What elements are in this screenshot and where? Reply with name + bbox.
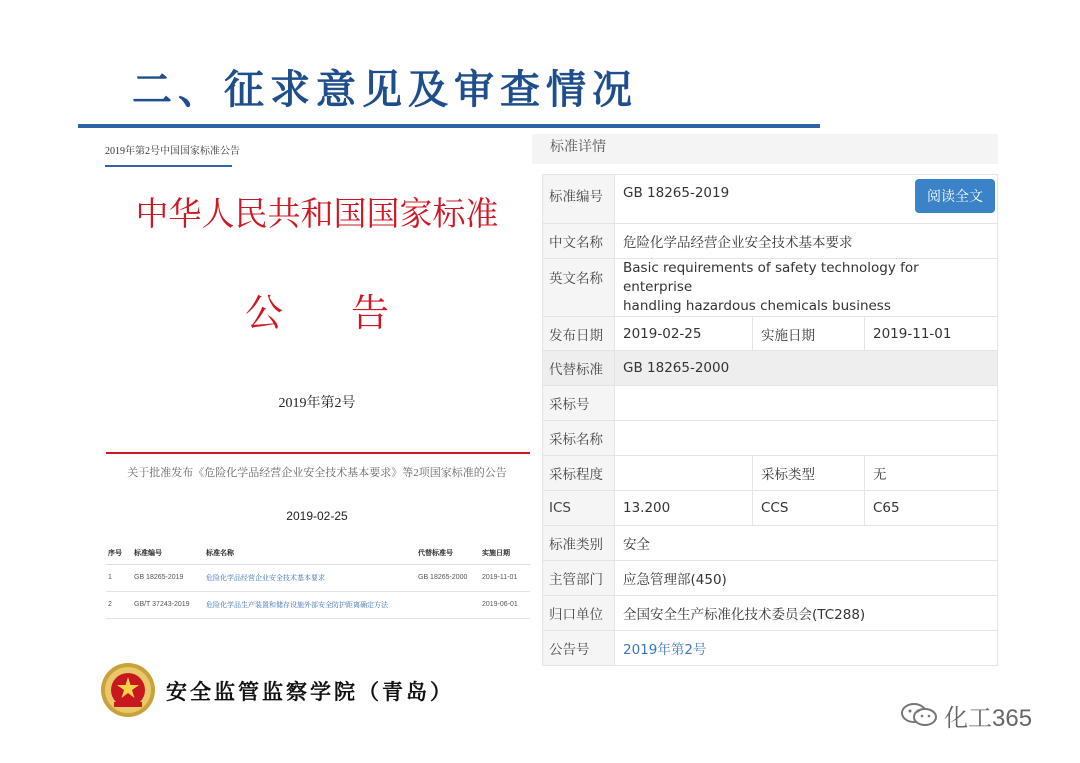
announcement-number: 2019年第2号 [278,396,356,411]
label-ccs: CCS [753,491,865,526]
value-adopt-level [615,456,753,491]
read-full-text-button[interactable]: 阅读全文 [915,179,995,213]
row-code: GB/T 37243-2019 [132,591,204,618]
announcement-subtitle: 公 告 [244,291,418,335]
value-ics: 13.200 [615,491,753,526]
detail-row-org [543,596,998,631]
detail-row-adopt-no [543,386,998,421]
label-adopt-name: 采标名称 [543,421,615,456]
announcement-title: 中华人民共和国国家标准 [135,194,499,233]
row-name-link[interactable]: 危险化学品生产装置和储存设施外部安全防护距离确定方法 [204,591,416,618]
col-header-code: 标准编号 [132,542,204,564]
detail-row-dates [543,317,998,351]
detail-row-adopt-name [543,421,998,456]
value-en-name [615,259,998,317]
detail-row-code [543,175,998,224]
detail-header: 标准详情 [532,134,998,164]
value-adopt-no [615,386,998,421]
label-cn-name: 中文名称 [543,224,615,259]
value-cn-name: 危险化学品经营企业安全技术基本要求 [615,224,998,259]
label-notice: 公告号 [543,631,615,666]
wechat-watermark [900,700,1032,730]
value-impl-date: 2019-11-01 [865,317,998,351]
label-category: 标准类别 [543,526,615,561]
value-dept: 应急管理部(450) [615,561,998,596]
value-notice-link[interactable]: 2019年第2号 [615,631,998,666]
title-rule [78,124,820,128]
wechat-icon [900,702,938,728]
table-row [106,591,530,618]
row-date: 2019-11-01 [480,564,530,591]
value-replaces: GB 18265-2000 [615,351,998,386]
row-code: GB 18265-2019 [132,564,204,591]
label-adopt-no: 采标号 [543,386,615,421]
row-replaces: GB 18265-2000 [416,564,480,591]
value-publish-date: 2019-02-25 [615,317,753,351]
row-date: 2019-06-01 [480,591,530,618]
emblem-icon [100,662,156,718]
detail-row-adopt-level [543,456,998,491]
label-adopt-type: 采标类型 [753,456,865,491]
row-no: 2 [106,591,132,618]
announcement-header: 2019年第2号中国国家标准公告 [105,146,240,157]
announcement-date: 2019-02-25 [286,509,348,523]
col-header-replaces: 代替标准号 [416,542,480,564]
wechat-account-label: 化工365 [944,704,1033,732]
value-category: 安全 [615,526,998,561]
label-ics: ICS [543,491,615,526]
label-replaces: 代替标准 [543,351,615,386]
value-en-name-line1: Basic requirements of safety technology for enterprise [623,260,919,295]
value-adopt-name [615,421,998,456]
label-code: 标准编号 [543,175,615,224]
row-name-link[interactable]: 危险化学品经营企业安全技术基本要求 [204,564,416,591]
label-adopt-level: 采标程度 [543,456,615,491]
label-publish-date: 发布日期 [543,317,615,351]
detail-row-category [543,526,998,561]
announcement-red-rule [106,452,530,454]
detail-row-cn-name [543,224,998,259]
row-no: 1 [106,564,132,591]
slide-title: 二、征求意见及审查情况 [132,66,638,113]
table-row [106,564,530,591]
col-header-date: 实施日期 [480,542,530,564]
label-dept: 主管部门 [543,561,615,596]
label-impl-date: 实施日期 [753,317,865,351]
detail-row-ics [543,491,998,526]
announcement-about: 关于批准发布《危险化学品经营企业安全技术基本要求》等2项国家标准的公告 [127,467,507,479]
standard-detail-table [542,174,998,666]
detail-row-notice [543,631,998,666]
table-header-row [106,542,530,564]
value-adopt-type: 无 [865,456,998,491]
col-header-name: 标准名称 [204,542,416,564]
row-replaces [416,591,480,618]
announcement-header-rule [105,165,232,167]
detail-row-dept [543,561,998,596]
value-org: 全国安全生产标准化技术委员会(TC288) [615,596,998,631]
col-header-no: 序号 [106,542,132,564]
detail-row-en-name [543,259,998,317]
value-code-cell [615,175,998,224]
label-en-name: 英文名称 [543,259,615,317]
value-code: GB 18265-2019 [623,185,730,201]
value-ccs: C65 [865,491,998,526]
organization-name: 安全监管监察学院（青岛） [166,679,454,704]
announcement-document [100,134,534,634]
label-org: 归口单位 [543,596,615,631]
detail-row-replaces [543,351,998,386]
announcement-standards-table [106,542,530,619]
value-en-name-line2: handling hazardous chemicals business [623,298,891,314]
